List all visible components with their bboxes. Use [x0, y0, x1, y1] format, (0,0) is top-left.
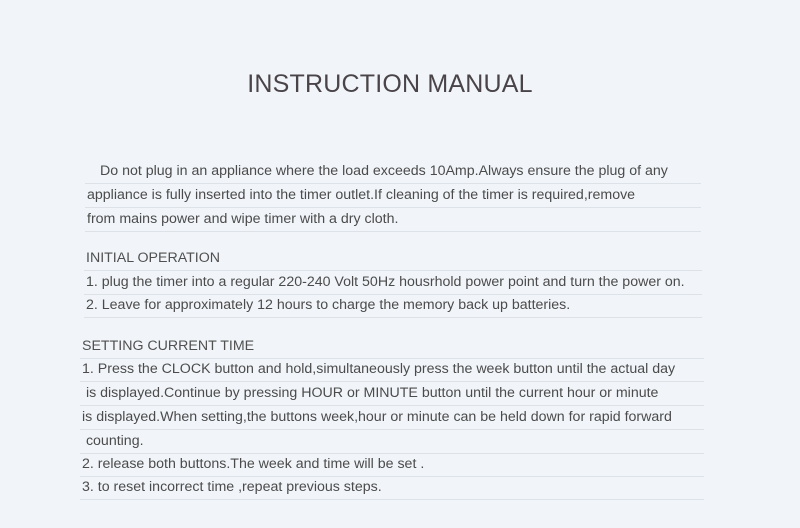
setting-time-step [80, 407, 704, 430]
setting-current-time-heading [80, 336, 704, 359]
setting-time-step [80, 431, 704, 454]
step-text: is displayed.Continue by pressing HOUR or MINUTE button until the current hour or minute [82, 385, 659, 401]
setting-time-step [80, 383, 704, 406]
setting-time-step [80, 477, 704, 500]
step-text: 3. to reset incorrect time ,repeat previous steps. [82, 479, 382, 495]
step-text: is displayed.When setting,the buttons week,hour or minute can be held down for rapid forward [82, 409, 672, 425]
step-text: counting. [82, 433, 144, 449]
warning-line-text: appliance is fully inserted into the timer outlet.If cleaning of the timer is required,remove [87, 187, 636, 203]
initial-operation-step [84, 295, 702, 318]
initial-operation-heading [84, 248, 702, 271]
setting-time-step [80, 454, 704, 477]
warning-line [85, 209, 701, 232]
step-text: 1. Press the CLOCK button and hold,simultaneously press the week button until the actual day [82, 361, 676, 377]
setting-time-step [80, 359, 704, 382]
page-title: INSTRUCTION MANUAL [247, 70, 533, 98]
step-text: 1. plug the timer into a regular 220-240 Volt 50Hz housrhold power point and turn the power on. [86, 274, 685, 290]
warning-line-text: Do not plug in an appliance where the load exceeds 10Amp.Always ensure the plug of any [100, 163, 668, 179]
warning-line-text: from mains power and wipe timer with a dry cloth. [87, 211, 399, 227]
initial-operation-step [84, 272, 702, 295]
section-heading-text: INITIAL OPERATION [86, 250, 221, 266]
warning-line [85, 185, 701, 208]
step-text: 2. Leave for approximately 12 hours to charge the memory back up batteries. [86, 297, 571, 313]
step-text: 2. release both buttons.The week and time will be set . [82, 456, 425, 472]
warning-line [85, 161, 701, 184]
section-heading-text: SETTING CURRENT TIME [82, 338, 255, 354]
